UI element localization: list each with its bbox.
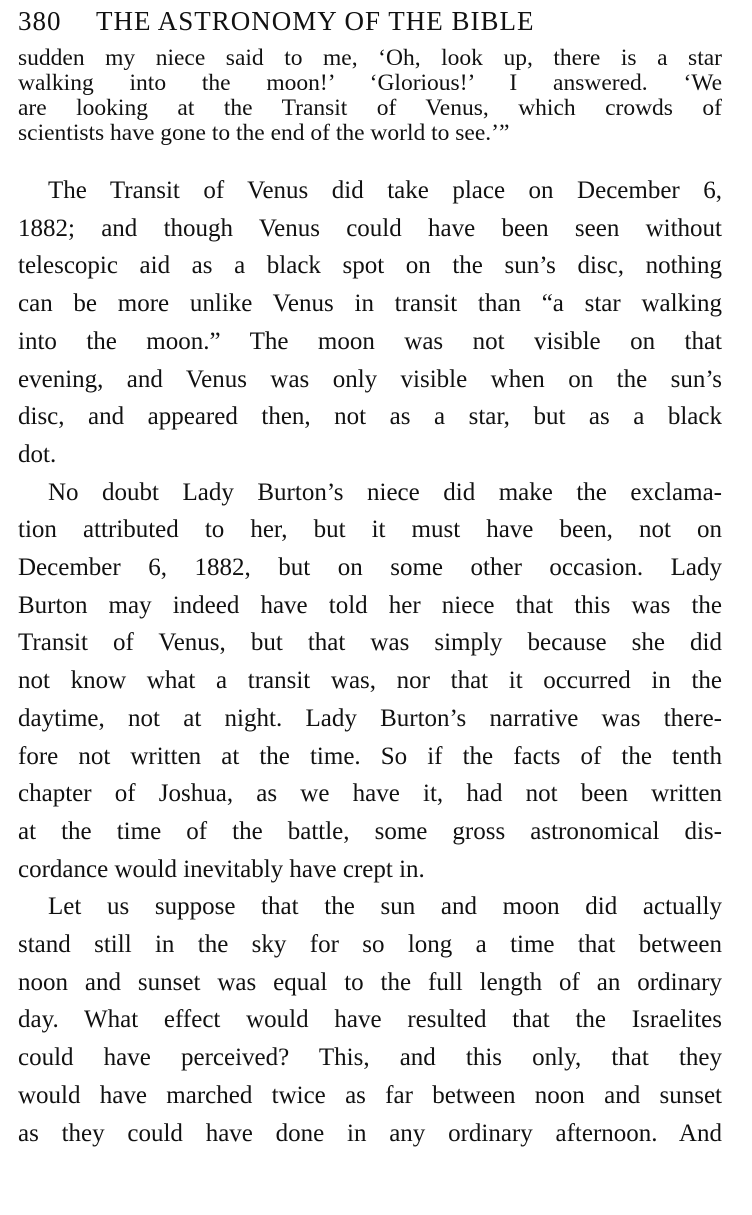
running-head bbox=[18, 6, 722, 46]
paragraph-transit bbox=[18, 172, 722, 474]
text-line: Burton may indeed have told her niece that this was the bbox=[18, 591, 722, 619]
running-title: THE ASTRONOMY OF THE BIBLE bbox=[96, 6, 535, 36]
quoted-passage bbox=[18, 46, 722, 146]
page-number: 380 bbox=[18, 6, 62, 36]
text-line: would have marched twice as far between noon and sunset bbox=[18, 1081, 722, 1109]
paragraph-lady-burton bbox=[18, 474, 722, 889]
text-line: as they could have done in any ordinary afternoon. And bbox=[18, 1119, 722, 1147]
text-line: telescopic aid as a black spot on the sun’s disc, nothing bbox=[18, 252, 722, 280]
text-line: cordance would inevitably have crept in. bbox=[18, 855, 425, 883]
text-line: 1882; and though Venus could have been seen without bbox=[18, 214, 722, 242]
text-line: Let us suppose that the sun and moon did actually bbox=[48, 893, 722, 921]
text-line: day. What effect would have resulted that the Israelites bbox=[18, 1006, 722, 1034]
text-line: scientists have gone to the end of the world to see.’” bbox=[18, 120, 510, 146]
text-line: daytime, not at night. Lady Burton’s narrative was there- bbox=[18, 704, 722, 732]
text-line: tion attributed to her, but it must have been, not on bbox=[18, 516, 722, 544]
paragraph-sun-moon bbox=[18, 888, 722, 1152]
text-line: Transit of Venus, but that was simply because she did bbox=[18, 629, 722, 657]
text-line: December 6, 1882, but on some other occasion. Lady bbox=[18, 554, 722, 582]
text-line: The Transit of Venus did take place on December 6, bbox=[48, 177, 722, 204]
text-line: can be more unlike Venus in transit than “a star walking bbox=[18, 290, 722, 318]
text-line: noon and sunset was equal to the full length of an ordinary bbox=[18, 968, 722, 996]
text-line: No doubt Lady Burton’s niece did make the exclama- bbox=[48, 478, 722, 506]
text-line: walking into the moon!’ ‘Glorious!’ I answered. ‘We bbox=[18, 70, 722, 96]
text-line: could have perceived? This, and this only, that they bbox=[18, 1044, 722, 1072]
text-line: chapter of Joshua, as we have it, had not been written bbox=[18, 780, 722, 808]
text-line: into the moon.” The moon was not visible on that bbox=[18, 327, 722, 355]
text-line: at the time of the battle, some gross astronomical dis- bbox=[18, 817, 722, 845]
text-line: stand still in the sky for so long a time that between bbox=[18, 931, 722, 959]
text-line: not know what a transit was, nor that it occurred in the bbox=[18, 667, 722, 695]
text-line: are looking at the Transit of Venus, which crowds of bbox=[18, 95, 722, 121]
text-line: fore not written at the time. So if the facts of the tenth bbox=[18, 742, 722, 770]
text-line: disc, and appeared then, not as a star, but as a black bbox=[18, 403, 722, 431]
text-line: evening, and Venus was only visible when on the sun’s bbox=[18, 365, 722, 393]
text-line: dot. bbox=[18, 440, 57, 468]
book-page bbox=[18, 6, 722, 1152]
text-line: sudden my niece said to me, ‘Oh, look up, there is a star bbox=[18, 45, 722, 71]
